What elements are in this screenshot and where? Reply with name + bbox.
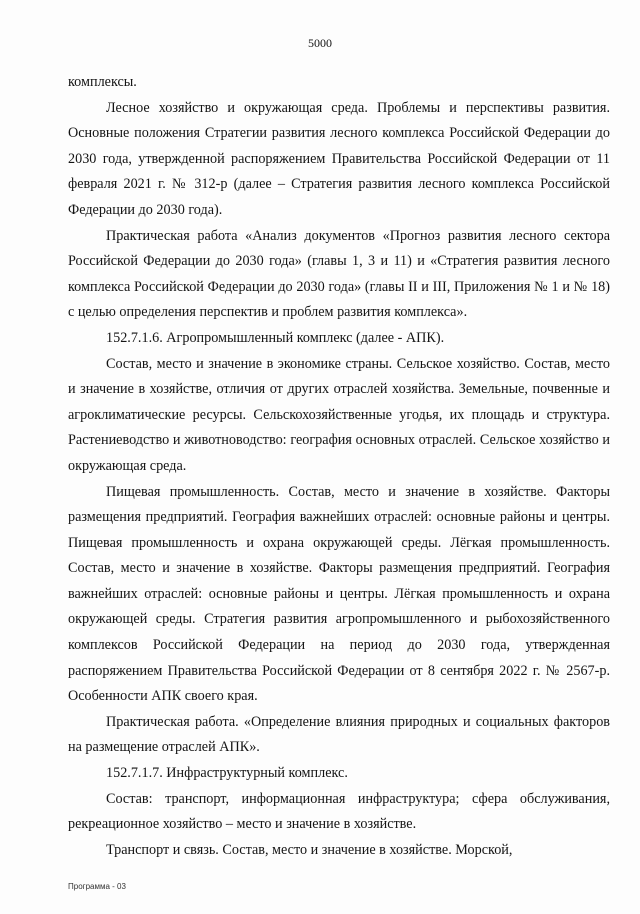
paragraph-transport: Транспорт и связь. Состав, место и значение в хозяйстве. Морской, [106, 841, 513, 858]
paragraph-forestry-practical: Практическая работа «Анализ документов «Прогноз развития лесного сектора Российской Федерации до 2030 года» (главы 1, 3 и 11) и «Стратегия развития лесного комплекса Российской Федерации до 2030 года» (главы II и III, Приложения № 1 и № 18) с целью определения перспектив и проблем развития комплекса». [68, 227, 610, 321]
paragraph-forestry: Лесное хозяйство и окружающая среда. Проблемы и перспективы развития. Основные положения Стратегии развития лесного комплекса Российской Федерации до 2030 года, утвержденной распоряжением Правительства Российской Федерации от 11 февраля 2021 г. № 312-р (далее – Стратегия развития лесного комплекса Российской Федерации до 2030 года). [68, 99, 610, 218]
paragraph-agriculture: Состав, место и значение в экономике страны. Сельское хозяйство. Состав, место и значение в хозяйстве, отличия от других отраслей хозяйства. Земельные, почвенные и агроклиматические ресурсы. Сельскохозяйственные угодья, их площадь и структура. Растениеводство и животноводство: география основных отраслей. Сельское хозяйство и окружающая среда. [68, 355, 610, 474]
paragraph-apk-practical: Практическая работа. «Определение влияния природных и социальных факторов на размещение отраслей АПК». [68, 713, 610, 756]
section-heading-apk: 152.7.1.6. Агропромышленный комплекс (далее - АПК). [106, 329, 445, 346]
page-number: 5000 [308, 36, 332, 50]
paragraph-infrastructure-composition: Состав: транспорт, информационная инфраструктура; сфера обслуживания, рекреационное хозяйство – место и значение в хозяйстве. [68, 790, 610, 833]
section-heading-infrastructure: 152.7.1.7. Инфраструктурный комплекс. [106, 765, 348, 782]
paragraph-continuation: комплексы. [68, 74, 137, 90]
footer-label: Программа - 03 [68, 882, 126, 891]
paragraph-food-industry: Пищевая промышленность. Состав, место и значение в хозяйстве. Факторы размещения предприятий. География важнейших отраслей: основные районы и центры. Пищевая промышленность и охрана окружающей среды. Лёгкая промышленность. Состав, место и значение в хозяйстве. Факторы размещения предприятий. География важнейших отраслей: основные районы и центры. Лёгкая промышленность и охрана окружающей среды. Стратегия развития агропромышленного и рыбохозяйственного комплексов Российской Федерации на период до 2030 года, утвержденная распоряжением Правительства Российской Федерации от 8 сентября 2022 г. № 2567-р. Особенности АПК своего края. [68, 483, 610, 705]
body-text [68, 70, 610, 863]
